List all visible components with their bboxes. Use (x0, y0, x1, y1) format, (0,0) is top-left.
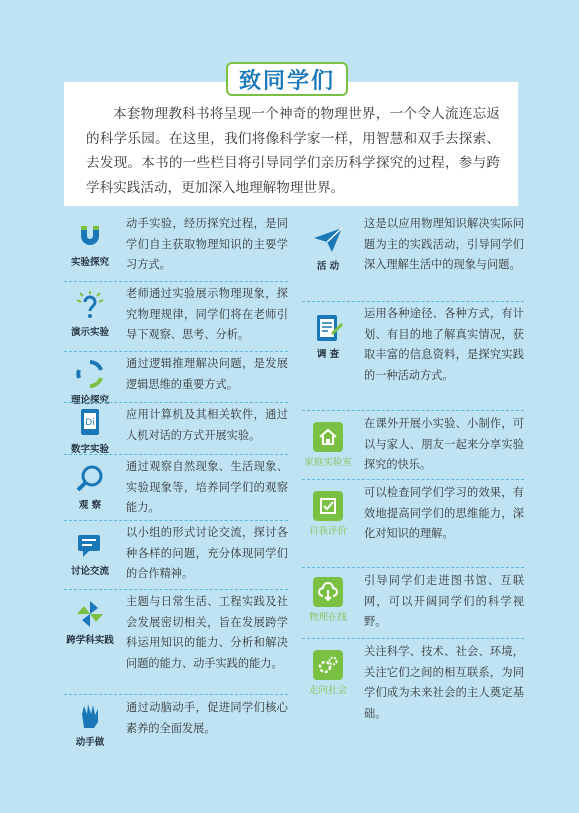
description: 关注科学、技术、社会、环境，关注它们之间的相互联系，为同学们成为未来社会的主人奠定基础。 (364, 645, 524, 720)
description: 主题与日常生活、工程实践及社会发展密切相关，旨在发展跨学科运用知识的能力、分析和解决问题的能力、动手实践的能力。 (126, 595, 288, 670)
description: 这是以应用物理知识解决实际问题为主的实践活动，引导同学们深入理解生活中的现象与问题。 (364, 217, 524, 271)
entry-zouxiang-shehui (302, 642, 524, 726)
label: 走向社会 (308, 685, 347, 696)
description: 在课外开展小实验、小制作，可以与家人、朋友一起来分享实验探究的快乐。 (364, 417, 524, 471)
chat-icon (74, 529, 106, 561)
icon-block (302, 577, 354, 623)
icon-block (302, 224, 354, 272)
page-title: 致同学们 (226, 62, 348, 96)
label: 调 查 (316, 349, 340, 360)
icon-block (302, 422, 354, 468)
label: 讨论交流 (70, 566, 109, 577)
divider (302, 301, 524, 302)
divider (64, 281, 288, 282)
entry-yanshi-shiyan (64, 284, 288, 348)
icon-block (302, 650, 354, 696)
icon-block (64, 220, 116, 268)
divider (64, 402, 288, 403)
icon-block (302, 491, 354, 537)
hand-icon (74, 700, 106, 732)
divider (302, 410, 524, 411)
label: 活 动 (316, 261, 340, 272)
divider (302, 638, 524, 639)
divider (64, 694, 288, 695)
intro-box (64, 82, 518, 206)
entry-guancha (64, 457, 288, 521)
divider (64, 351, 288, 352)
label: 自我评价 (308, 526, 347, 537)
label: 动手做 (75, 737, 105, 748)
label: 家庭实验室 (304, 457, 352, 468)
icon-block (64, 463, 116, 511)
entry-jiating-shiyanshi (302, 414, 524, 478)
label: 理论探究 (70, 395, 109, 406)
description: 引导同学们走进图书馆、互联网，可以开阔同学们的科学视野。 (364, 574, 524, 628)
intro-text: 本套物理教科书将呈现一个神奇的物理世界，一个令人流连忘返的科学乐园。在这里，我们将像科学家一样，用智慧和双手去探索、去发现。本书的一些栏目将引导同学们亲历科学探究的过程，参与跨学科实践活动，更加深入地理解物理世界。 (86, 106, 500, 196)
description: 通过观察自然现象、生活现象、实验现象等，培养同学们的观察能力。 (126, 460, 288, 514)
entry-ziwo-pingjia (302, 483, 524, 567)
label: 实验探究 (70, 257, 109, 268)
icon-block (64, 700, 116, 748)
description: 应用计算机及其相关软件，通过人机对话的方式开展实验。 (126, 408, 288, 442)
label: 跨学科实践 (66, 635, 114, 646)
magnet-icon (74, 220, 106, 252)
entry-kuaxueke-shijian (64, 592, 288, 692)
entry-shiyan-tanjiu (64, 214, 288, 278)
tablet-icon (74, 407, 106, 439)
clipboard-icon (312, 312, 344, 344)
divider (64, 454, 288, 455)
icon-block (302, 312, 354, 360)
title-frame (226, 62, 348, 96)
icon-block (64, 529, 116, 577)
checklist-icon (313, 491, 343, 521)
label: 观 察 (78, 500, 102, 511)
entry-taolun-jiaoliu (64, 523, 288, 587)
description: 老师通过实验展示物理现象，探究物理规律，同学们将在老师引导下观察、思考、分析。 (126, 287, 288, 341)
entry-shuzi-shiyan (64, 405, 288, 453)
divider (302, 567, 524, 568)
divider (302, 479, 524, 480)
icon-block (64, 358, 116, 406)
icon-block (64, 598, 116, 646)
svg-text:Di: Di (85, 418, 95, 428)
divider (64, 520, 288, 521)
description: 以小组的形式讨论交流，探讨各种各样的问题，充分体现同学们的合作精神。 (126, 526, 288, 580)
pinwheel-icon (74, 598, 106, 630)
entry-wuli-zaixian (302, 571, 524, 635)
paper-plane-icon (312, 224, 344, 256)
magnifier-icon (74, 463, 106, 495)
description: 运用各种途径、各种方式，有计划、有目的地了解真实情况，获取丰富的信息资料，是探究实践的一种活动方式。 (364, 307, 524, 382)
description: 通过动脑动手，促进同学们核心素养的全面发展。 (126, 701, 288, 735)
entry-huodong (302, 214, 524, 298)
label: 演示实验 (70, 327, 109, 338)
icon-block (64, 290, 116, 338)
description: 通过逻辑推理解决问题，是发展逻辑思维的重要方式。 (126, 357, 288, 391)
entry-dongshou-zuo (64, 698, 288, 746)
description: 可以检查同学们学习的效果，有效地提高同学们的思维能力，深化对知识的理解。 (364, 486, 524, 540)
label: 数字实验 (70, 444, 109, 455)
lightbulb-icon (74, 290, 106, 322)
icon-block (64, 407, 116, 455)
cycle-icon (74, 358, 106, 390)
entry-diaocha (302, 304, 524, 408)
label: 物理在线 (308, 612, 347, 623)
gears-icon (313, 650, 343, 680)
divider (64, 589, 288, 590)
cloud-download-icon (313, 577, 343, 607)
home-icon (313, 422, 343, 452)
entry-lilun-tanjiu (64, 354, 288, 406)
description: 动手实验，经历探究过程，是同学们自主获取物理知识的主要学习方式。 (126, 217, 288, 271)
